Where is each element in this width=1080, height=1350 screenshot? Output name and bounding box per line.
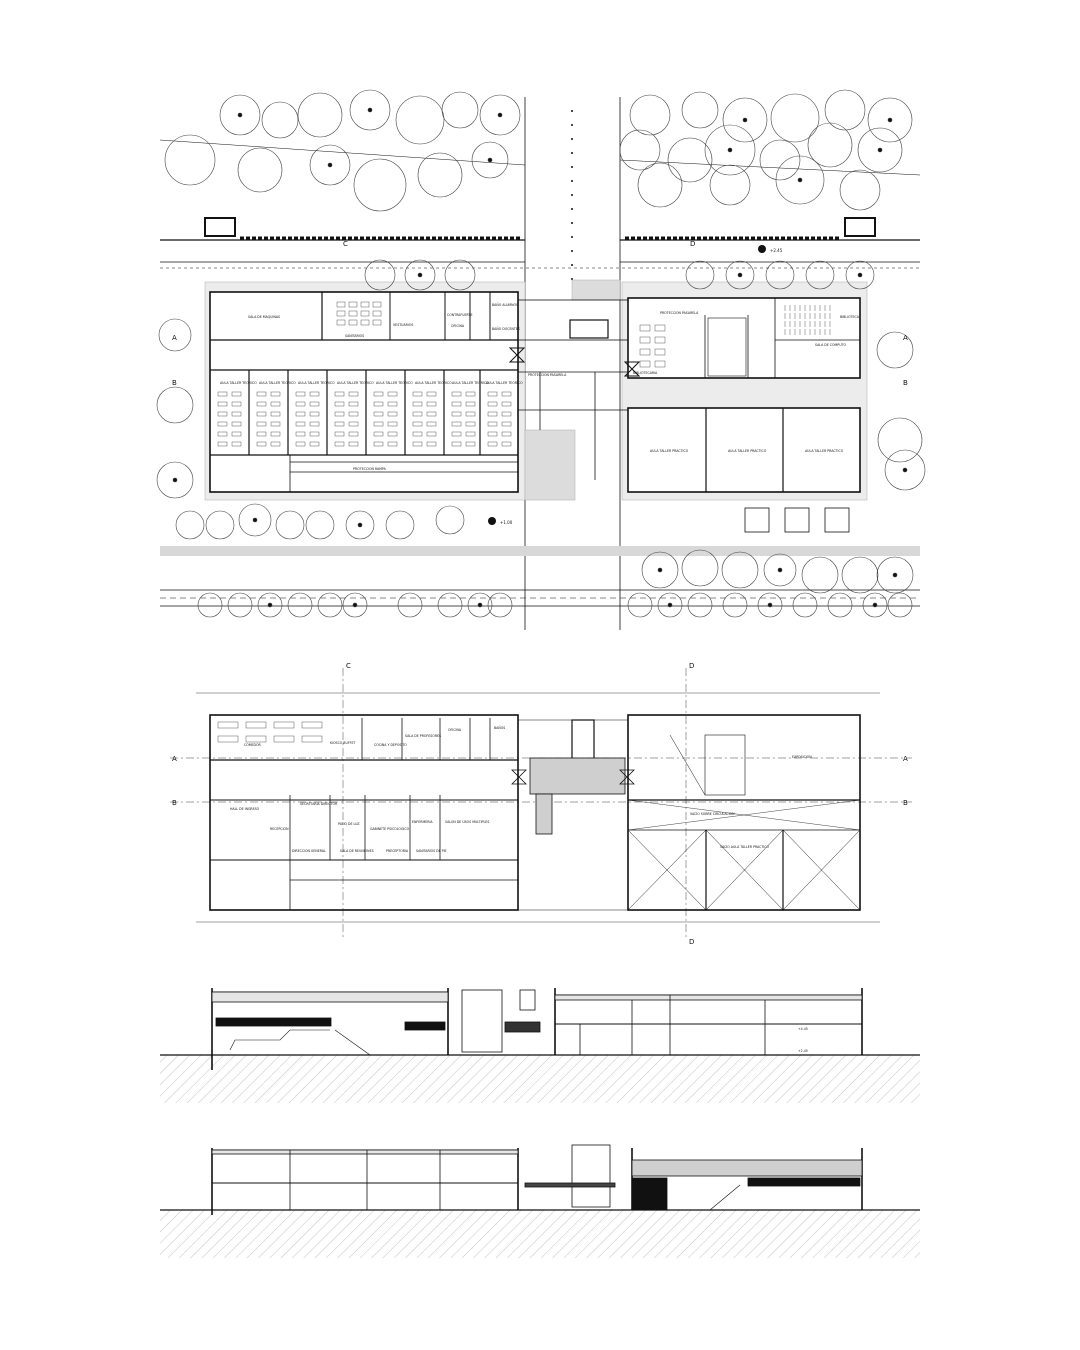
tree-canopy xyxy=(165,135,215,185)
tree-canopy xyxy=(288,593,312,617)
tree-trunk xyxy=(238,113,242,117)
tree-trunk xyxy=(888,118,892,122)
tree-canopy xyxy=(638,163,682,207)
label-aula-taller-practico: AULA TALLER PRACTICO xyxy=(728,449,767,453)
gp-secretaria: SECRETARIA DIRECTOR xyxy=(300,802,338,806)
tree-canopy xyxy=(206,511,234,539)
gp-kiosco: KIOSCO BUFFET xyxy=(330,741,356,745)
tree-canopy xyxy=(771,94,819,142)
tree-trunk xyxy=(668,603,672,607)
tree-canopy xyxy=(760,140,800,180)
tree-trunk xyxy=(328,163,332,167)
gp-vacio-aula: VACIO AULA TALLER PRACTICO xyxy=(720,845,769,849)
tree-canopy xyxy=(306,511,334,539)
label-aula-taller-teorico: AULA TALLER TEORICO xyxy=(376,381,413,385)
section-b xyxy=(160,1145,920,1258)
label-aula-taller-teorico: AULA TALLER TEORICO xyxy=(298,381,335,385)
gp-reuniones: SALA DE REUNIONES xyxy=(340,849,374,853)
tree-trunk xyxy=(728,148,732,152)
tree-canopy xyxy=(628,593,652,617)
tree-trunk xyxy=(743,118,747,122)
gp-exposicion: EXPOSICION xyxy=(792,755,812,759)
tree-trunk xyxy=(658,568,662,572)
label-aula-taller-teorico: AULA TALLER TEORICO xyxy=(452,381,489,385)
tree-trunk xyxy=(873,603,877,607)
tree-canopy xyxy=(262,102,298,138)
tree-trunk xyxy=(768,603,772,607)
practice-labels xyxy=(650,449,844,453)
tree-canopy xyxy=(808,123,852,167)
gp-preceptoria: PRECEPTORIA xyxy=(386,849,409,853)
gp-mark-d-bottom: D xyxy=(689,938,695,946)
tree-canopy xyxy=(825,90,865,130)
ground-floor-plan xyxy=(170,668,912,940)
tree-canopy xyxy=(722,552,758,588)
tree-canopy xyxy=(276,511,304,539)
label-aula-taller-teorico: AULA TALLER TEORICO xyxy=(337,381,374,385)
dining-table xyxy=(274,736,294,742)
tree-trunk xyxy=(353,603,357,607)
tree-trunk xyxy=(878,148,882,152)
dining-table xyxy=(302,722,322,728)
section-mark-a-left: A xyxy=(172,334,177,342)
gp-sala-profesores: SALA DE PROFESORES xyxy=(405,734,442,738)
tree-canopy xyxy=(723,593,747,617)
dining-table xyxy=(246,722,266,728)
dining-table xyxy=(218,722,238,728)
gp-cocina: COCINA Y DEPOSITO xyxy=(374,743,407,747)
section-mark-d: D xyxy=(690,240,696,248)
gp-hall: HALL DE INGRESO xyxy=(230,807,260,811)
tree-trunk xyxy=(498,113,502,117)
level-south: +1.00 xyxy=(500,520,513,525)
label-biblioteca: BIBLIOTECA xyxy=(840,315,859,319)
gp-mark-c-top: C xyxy=(346,662,351,670)
tree-canopy xyxy=(802,557,838,593)
dining-table xyxy=(274,722,294,728)
label-contrafuerte: CONTRAFUERTE xyxy=(447,313,473,317)
gp-oficina: OFICINA xyxy=(448,728,462,732)
tree-canopy xyxy=(396,96,444,144)
label-bibliotecaria: BIBLIOTECARIA xyxy=(633,371,658,375)
tree-canopy xyxy=(682,92,718,128)
gp-mark-a-left: A xyxy=(172,755,177,763)
label-sala-maquinas: SALA DE MAQUINAS xyxy=(248,315,281,319)
tree-trunk xyxy=(738,273,742,277)
tree-canopy xyxy=(488,593,512,617)
gp-enfermeria: ENFERMERIA xyxy=(412,820,433,824)
section-level-1: +4.45 xyxy=(798,1027,808,1031)
tree-trunk xyxy=(478,603,482,607)
section-mark-a-right: A xyxy=(903,334,908,342)
tree-canopy xyxy=(888,593,912,617)
gp-recepcion: RECEPCION xyxy=(270,827,289,831)
label-proteccion-rampa: PROTECCION RAMPA xyxy=(353,467,386,471)
tree-canopy xyxy=(238,148,282,192)
tree-canopy xyxy=(157,387,193,423)
gp-mark-b-right: B xyxy=(903,799,908,807)
tree-canopy xyxy=(438,593,462,617)
tree-canopy xyxy=(436,506,464,534)
gp-patio: PATIO DE LUZ xyxy=(338,822,360,826)
level-north: +2.45 xyxy=(770,248,783,253)
label-bano-alumnos: BAÑO ALUMNOS xyxy=(492,303,519,307)
label-oficina: OFICINA xyxy=(451,324,465,328)
gp-gabinete: GABINETE PSICOLOGICO xyxy=(370,827,410,831)
label-proteccion-pasarela: PROTECCION PASARELA xyxy=(660,311,699,315)
tree-trunk xyxy=(778,568,782,572)
section-a xyxy=(160,988,920,1103)
tree-canopy xyxy=(842,557,878,593)
label-bano-docentes: BAÑO DOCENTES xyxy=(492,327,520,331)
label-aula-taller-practico: AULA TALLER PRACTICO xyxy=(650,449,689,453)
tree-trunk xyxy=(798,178,802,182)
label-sala-computo: SALA DE COMPUTO xyxy=(815,343,846,347)
tree-canopy xyxy=(630,95,670,135)
tree-canopy xyxy=(198,593,222,617)
tree-canopy xyxy=(318,593,342,617)
gp-banos: BAÑOS xyxy=(494,726,506,730)
tree-canopy xyxy=(398,593,422,617)
dining-table xyxy=(246,736,266,742)
tree-canopy xyxy=(878,418,922,462)
tree-trunk xyxy=(903,468,907,472)
tree-trunk xyxy=(893,573,897,577)
section-levels xyxy=(798,1027,808,1053)
section-level-2: +2.45 xyxy=(798,1049,808,1053)
section-mark-b-right: B xyxy=(903,379,908,387)
section-mark-c: C xyxy=(343,240,348,248)
tree-canopy xyxy=(418,153,462,197)
tree-canopy xyxy=(298,93,342,137)
label-aula-taller-practico: AULA TALLER PRACTICO xyxy=(805,449,844,453)
south-street xyxy=(160,546,920,606)
tree-trunk xyxy=(418,273,422,277)
tree-trunk xyxy=(368,108,372,112)
label-vestuarios: VESTUARIOS xyxy=(393,323,414,327)
gp-mark-b-left: B xyxy=(172,799,177,807)
tree-canopy xyxy=(688,593,712,617)
tree-trunk xyxy=(173,478,177,482)
tree-canopy xyxy=(710,165,750,205)
label-aula-taller-teorico: AULA TALLER TEORICO xyxy=(259,381,296,385)
tree-trunk xyxy=(253,518,257,522)
tree-canopy xyxy=(840,170,880,210)
tree-trunk xyxy=(858,273,862,277)
tree-canopy xyxy=(828,593,852,617)
gp-comedor: COMEDOR xyxy=(244,743,261,747)
gp-mark-d-top: D xyxy=(689,662,695,670)
label-aula-taller-teorico: AULA TALLER TEORICO xyxy=(415,381,452,385)
gp-sanitarios: SANITARIOS DE PIE xyxy=(416,849,447,853)
ground-room-labels xyxy=(230,725,812,853)
tree-canopy xyxy=(442,92,478,128)
tree-canopy xyxy=(228,593,252,617)
site-plan xyxy=(160,97,920,630)
gp-direccion: DIRECCION GENERAL xyxy=(292,849,326,853)
tree-trunk xyxy=(268,603,272,607)
classroom-labels xyxy=(220,381,523,385)
north-street xyxy=(160,218,920,268)
tree-canopy xyxy=(176,511,204,539)
label-sanitarios: SANITARIOS xyxy=(345,334,365,338)
tree-trunk xyxy=(488,158,492,162)
label-proteccion-pasarela-b: PROTECCION PASARELA xyxy=(528,373,567,377)
gp-salon: SALON DE USOS MULTIPLES xyxy=(445,820,490,824)
tree-canopy xyxy=(793,593,817,617)
gp-mark-a-right: A xyxy=(903,755,908,763)
label-aula-taller-teorico: AULA TALLER TEORICO xyxy=(486,381,523,385)
tree-canopy xyxy=(386,511,414,539)
tree-trunk xyxy=(358,523,362,527)
dining-table xyxy=(302,736,322,742)
gp-vacio-sobre: VACIO SOBRE CIRCULACION xyxy=(690,812,735,816)
section-mark-b-left: B xyxy=(172,379,177,387)
label-aula-taller-teorico: AULA TALLER TEORICO xyxy=(220,381,257,385)
dining-table xyxy=(218,736,238,742)
tree-canopy xyxy=(354,159,406,211)
